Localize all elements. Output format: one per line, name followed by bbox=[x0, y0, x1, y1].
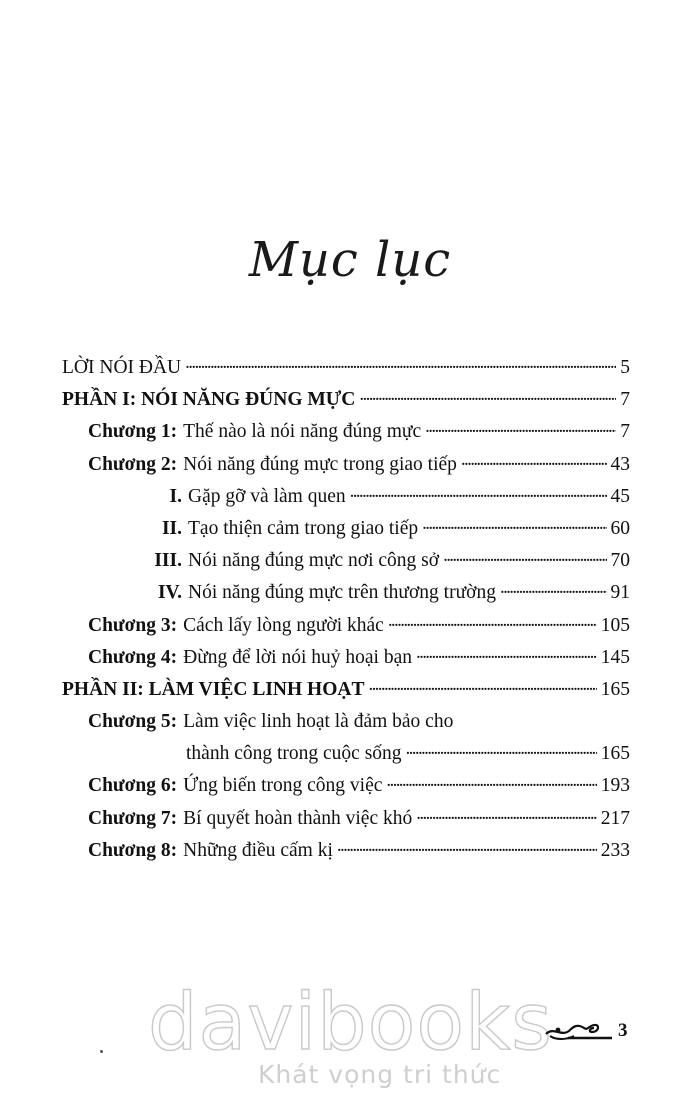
toc-entry-title: Gặp gỡ và làm quen bbox=[188, 485, 346, 507]
toc-entry-label: Chương 2: bbox=[88, 453, 178, 475]
page-title: Mục lục bbox=[248, 232, 452, 288]
toc-page-number: 233 bbox=[600, 839, 630, 861]
toc-row bbox=[62, 481, 630, 513]
toc-entry-label: Chương 7: bbox=[88, 807, 178, 829]
toc-page-number: 217 bbox=[600, 807, 630, 829]
toc-entry-label: III. bbox=[154, 550, 182, 572]
dot-leader bbox=[461, 450, 607, 470]
toc-row bbox=[62, 610, 630, 642]
toc-row bbox=[62, 416, 630, 448]
toc-page-number: 5 bbox=[620, 357, 630, 378]
page-ornament-icon bbox=[544, 1016, 614, 1042]
speck-dot bbox=[100, 1050, 103, 1053]
toc-row bbox=[62, 738, 630, 770]
toc-row bbox=[62, 770, 630, 802]
toc-page-number: 165 bbox=[600, 678, 630, 700]
toc-row bbox=[62, 449, 630, 481]
toc-row bbox=[62, 577, 630, 609]
toc-page-number: 165 bbox=[600, 743, 630, 765]
dot-leader bbox=[368, 675, 596, 695]
dot-leader bbox=[388, 611, 597, 631]
toc-page-number: 7 bbox=[620, 421, 630, 443]
toc-entry-title: PHẦN I: NÓI NĂNG ĐÚNG MỰC bbox=[62, 389, 356, 411]
dot-leader bbox=[425, 417, 616, 437]
publisher-tagline: Khát vọng tri thức bbox=[258, 1060, 502, 1089]
toc-page-number: 60 bbox=[610, 517, 630, 539]
toc-entry-label: Chương 6: bbox=[88, 775, 178, 797]
page-number: 3 bbox=[618, 1020, 628, 1041]
toc-row bbox=[62, 352, 630, 384]
toc-entry-label: Chương 8: bbox=[88, 839, 178, 861]
toc-entry-label: Chương 1: bbox=[88, 421, 178, 443]
toc-entry-title: LỜI NÓI ĐẦU bbox=[62, 357, 182, 378]
dot-leader bbox=[350, 482, 607, 502]
publisher-watermark-logo: davibooks bbox=[148, 978, 553, 1068]
toc-row bbox=[62, 835, 630, 867]
toc-page-number: 7 bbox=[620, 389, 630, 411]
toc-row bbox=[62, 513, 630, 545]
toc-entry-title: Cách lấy lòng người khác bbox=[183, 614, 384, 636]
toc-page-number: 43 bbox=[610, 453, 630, 475]
toc-entry-title: Nói năng đúng mực nơi công sở bbox=[188, 550, 440, 572]
toc-entry-label: IV. bbox=[157, 582, 182, 604]
toc-row bbox=[62, 803, 630, 835]
toc-entry-label: I. bbox=[169, 485, 182, 507]
dot-leader bbox=[500, 578, 607, 598]
toc-entry-title: PHẦN II: LÀM VIỆC LINH HOẠT bbox=[62, 678, 365, 700]
toc-page-number: 91 bbox=[610, 582, 630, 604]
toc-entry-title: Đừng để lời nói huỷ hoại bạn bbox=[183, 646, 412, 668]
dot-leader bbox=[337, 836, 597, 856]
toc-page-number: 193 bbox=[600, 775, 630, 797]
dot-leader bbox=[386, 771, 596, 791]
toc-page-number: 45 bbox=[610, 485, 630, 507]
toc-row bbox=[62, 384, 630, 416]
toc-entry-title: Nói năng đúng mực trong giao tiếp bbox=[183, 453, 457, 475]
dot-leader bbox=[185, 353, 616, 373]
toc-page-number: 145 bbox=[600, 646, 630, 668]
dot-leader bbox=[443, 546, 606, 566]
dot-leader bbox=[416, 643, 597, 663]
toc-entry-title: Nói năng đúng mực trên thương trường bbox=[188, 582, 496, 604]
toc-entry-label: Chương 5: bbox=[88, 711, 178, 733]
toc-entry-title: Thế nào là nói năng đúng mực bbox=[183, 421, 422, 443]
toc-row bbox=[62, 706, 630, 738]
toc-entry-title: Tạo thiện cảm trong giao tiếp bbox=[188, 517, 419, 539]
toc-row bbox=[62, 642, 630, 674]
toc-page-number: 70 bbox=[610, 550, 630, 572]
toc-row bbox=[62, 545, 630, 577]
toc-page-number: 105 bbox=[600, 614, 630, 636]
dot-leader bbox=[359, 385, 616, 405]
dot-leader bbox=[422, 514, 606, 534]
toc-entry-title: Bí quyết hoàn thành việc khó bbox=[183, 807, 413, 829]
dot-leader bbox=[416, 804, 597, 824]
toc-entry-label: Chương 3: bbox=[88, 614, 178, 636]
table-of-contents bbox=[62, 352, 630, 867]
toc-entry-label: Chương 4: bbox=[88, 646, 178, 668]
toc-entry-label: II. bbox=[161, 517, 182, 539]
toc-entry-title: Ứng biến trong công việc bbox=[183, 775, 383, 797]
toc-entry-title: Làm việc linh hoạt là đảm bảo cho bbox=[183, 711, 454, 733]
toc-entry-title: thành công trong cuộc sống bbox=[186, 743, 402, 765]
toc-entry-title: Những điều cấm kị bbox=[183, 839, 333, 861]
dot-leader bbox=[406, 739, 597, 759]
toc-row bbox=[62, 674, 630, 706]
